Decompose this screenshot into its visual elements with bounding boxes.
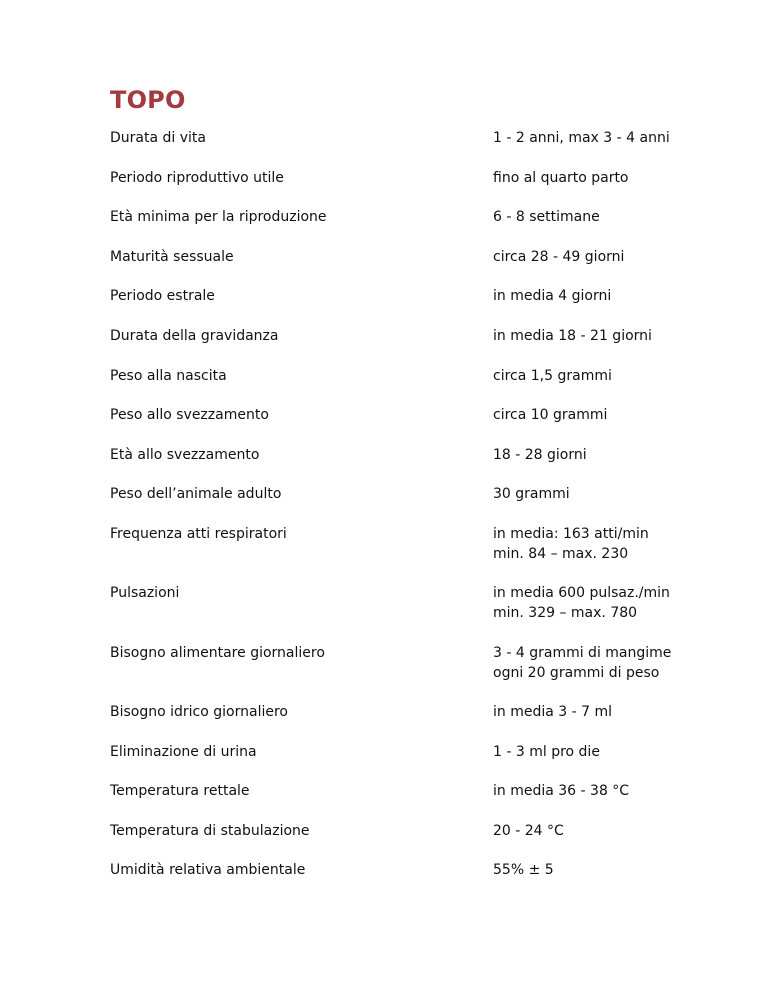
table-row [110, 524, 700, 583]
data-table [110, 128, 700, 900]
table-row [110, 781, 700, 821]
row-value-line: 1 - 2 anni, max 3 - 4 anni [493, 130, 670, 146]
table-row [110, 286, 700, 326]
table-row [110, 326, 700, 366]
row-value-line: in media 3 - 7 ml [493, 704, 613, 721]
row-label: Età minima per la riproduzione [110, 209, 327, 226]
row-value [493, 247, 700, 267]
row-label: Peso dell’animale adulto [110, 486, 282, 503]
row-value-line: 55% ± 5 [493, 862, 554, 879]
row-label: Età allo svezzamento [110, 446, 260, 463]
row-value-line: in media 600 pulsaz./min [493, 585, 670, 602]
table-row [110, 742, 700, 782]
row-label: Eliminazione di urina [110, 743, 257, 760]
row-value [493, 366, 700, 386]
row-value [493, 643, 700, 683]
row-value [493, 781, 700, 801]
row-value [493, 445, 700, 465]
row-label: Durata di vita [110, 130, 206, 146]
row-value [493, 583, 700, 623]
row-value-line: 20 - 24 °C [493, 822, 564, 839]
row-value [493, 821, 700, 841]
row-value [493, 168, 700, 188]
row-label: Umidità relativa ambientale [110, 862, 306, 879]
row-value-line: ogni 20 grammi di peso [493, 664, 660, 681]
row-value-line: in media 18 - 21 giorni [493, 327, 652, 344]
row-label: Peso alla nascita [110, 367, 227, 384]
row-label: Temperatura di stabulazione [110, 822, 310, 839]
row-label: Periodo riproduttivo utile [110, 169, 284, 186]
table-row [110, 583, 700, 642]
table-row [110, 207, 700, 247]
row-label: Peso allo svezzamento [110, 407, 269, 424]
table-row [110, 860, 700, 900]
table-row [110, 484, 700, 524]
row-value-line: circa 1,5 grammi [493, 367, 612, 384]
row-value [493, 524, 700, 564]
row-value-line: in media: 163 atti/min [493, 525, 649, 542]
row-value-line: 1 - 3 ml pro die [493, 743, 600, 760]
row-value-line: circa 10 grammi [493, 407, 608, 424]
table-row [110, 128, 700, 168]
table-row [110, 643, 700, 702]
row-value [493, 484, 700, 504]
row-value-line: 6 - 8 settimane [493, 209, 600, 226]
row-value-line: min. 84 – max. 230 [493, 545, 629, 562]
row-value-line: in media 36 - 38 °C [493, 783, 630, 800]
row-value-line: fino al quarto parto [493, 169, 629, 186]
row-value [493, 860, 700, 880]
table-row [110, 821, 700, 861]
table-row [110, 168, 700, 208]
row-value [493, 702, 700, 722]
row-label: Frequenza atti respiratori [110, 525, 287, 542]
row-label: Periodo estrale [110, 288, 215, 305]
row-value-line: 30 grammi [493, 486, 570, 503]
row-label: Pulsazioni [110, 585, 180, 602]
row-value-line: min. 329 – max. 780 [493, 605, 638, 622]
row-value [493, 128, 700, 148]
row-value [493, 207, 700, 227]
table-row [110, 247, 700, 287]
row-label: Maturità sessuale [110, 248, 234, 265]
table-row [110, 405, 700, 445]
row-value [493, 742, 700, 762]
row-value-line: 18 - 28 giorni [493, 446, 587, 463]
row-value [493, 286, 700, 306]
table-row [110, 702, 700, 742]
row-label: Durata della gravidanza [110, 327, 279, 344]
row-value-line: in media 4 giorni [493, 288, 612, 305]
row-value-line: circa 28 - 49 giorni [493, 248, 625, 265]
row-label: Bisogno alimentare giornaliero [110, 644, 325, 661]
row-label: Temperatura rettale [110, 783, 250, 800]
row-label: Bisogno idrico giornaliero [110, 704, 288, 721]
row-value [493, 326, 700, 346]
page-title: TOPO [110, 86, 186, 114]
table-row [110, 366, 700, 406]
table-row [110, 445, 700, 485]
row-value [493, 405, 700, 425]
row-value-line: 3 - 4 grammi di mangime [493, 644, 672, 661]
